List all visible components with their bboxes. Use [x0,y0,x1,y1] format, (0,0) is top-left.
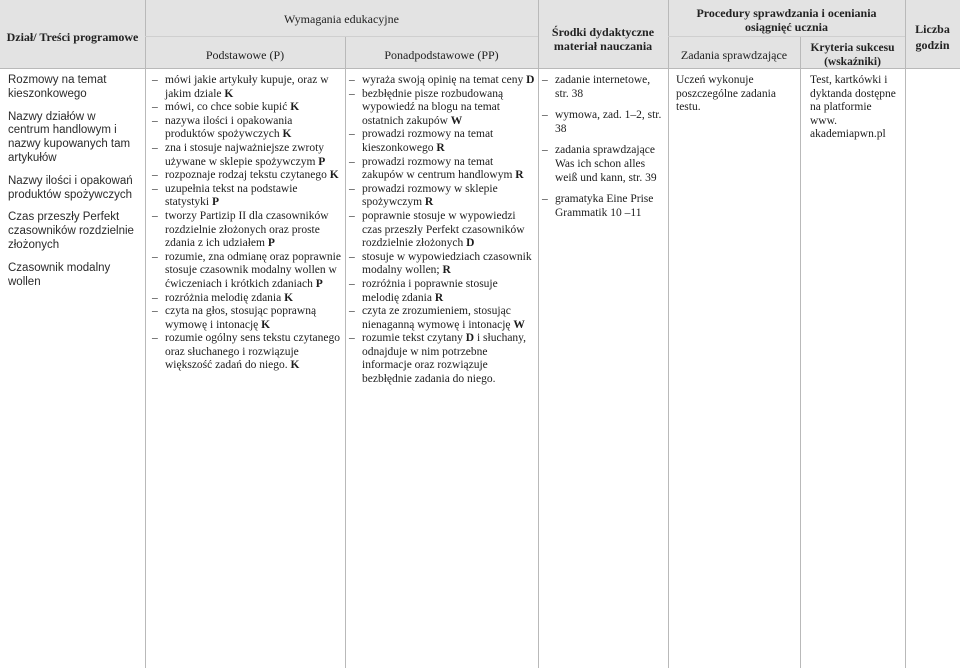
cell-tasks [676,74,796,115]
extended-requirement-item-text: rozróżnia i poprawnie stosuje melodię zdania [362,277,498,304]
basic-requirement-item [152,292,342,306]
basic-requirement-item-text: nazywa ilości i opakowania produktów spożywczych [165,114,293,141]
basic-requirement-item-text: zna i stosuje najważniejsze zwroty używane w sklepie spożywczym [165,141,325,168]
requirement-level-badge: K [224,87,234,100]
header-materials: Środki dydaktyczne materiał nauczania [551,25,655,53]
topic-paragraph: Nazwy ilości i opakowań produktów spożywczych [8,174,133,201]
cell-extended [349,74,535,387]
extended-requirement-item-text: stosuje w wypowiedziach czasownik modalny wollen; [362,250,532,277]
extended-requirement-item [349,183,535,210]
basic-requirement-item-text: rozpoznaje rodzaj tekstu czytanego [165,169,327,182]
column-divider [145,0,146,668]
requirement-level-badge: D [465,332,475,345]
extended-requirement-item-text: bezbłędnie pisze rozbudowaną wypowiedź na blogu na temat ostatnich zakupów [362,87,504,127]
column-divider [538,0,539,668]
material-item-text: zadania sprawdzające Was ich schon alles weiß und kann, str. 39 [555,144,657,184]
material-item-text: wymowa, zad. 1–2, str. 38 [555,109,662,135]
basic-requirement-item-text: mówi jakie artykuły kupuje, oraz w jakim dziale [165,74,329,100]
header-hours: Liczba godzin [915,22,950,52]
extended-requirement-item-text-continued: i słuchany, odnajduje w nim potrzebne informacje oraz rozwiązuje bezbłędnie zadania do niego. [362,332,527,386]
extended-requirement-item-text: rozumie tekst czytany [362,332,463,345]
basic-requirement-item [152,115,342,142]
basic-requirement-item [152,142,342,169]
column-divider [668,0,669,668]
materials-list [542,74,664,220]
basic-requirement-item-text: rozumie, zna odmianę oraz poprawnie stosuje czasownik modalny wollen w ćwiczeniach i krótkich zdaniach [165,250,341,290]
requirement-level-badge: K [329,169,339,182]
basic-requirement-item-text: uzupełnia tekst na podstawie statystyki [165,182,298,209]
requirement-level-badge: D [466,237,475,250]
requirement-level-badge: K [284,291,294,304]
requirement-level-badge: K [290,359,300,372]
extended-requirement-item [349,88,535,129]
extended-requirement-item [349,332,535,386]
material-item [542,74,664,101]
material-item-text: zadanie internetowe, str. 38 [555,74,651,100]
extended-requirement-item-text: poprawnie stosuje w wypowiedzi czas przeszły Perfekt czasowników rozdzielnie złożonych [362,209,525,250]
header-procedures: Procedury sprawdzania i oceniania osiągnięć ucznia [696,6,877,34]
requirement-level-badge: K [290,101,300,114]
requirement-level-badge: P [318,155,326,168]
extended-requirement-item [349,305,535,332]
requirement-level-badge: W [513,318,525,331]
requirement-level-badge: P [315,277,323,290]
basic-requirement-item [152,101,342,115]
material-item [542,193,664,220]
basic-requirement-item-text: mówi, co chce sobie kupić [165,101,288,114]
cell-basic [152,74,342,373]
extended-requirement-item [349,156,535,183]
column-divider [345,36,346,668]
basic-requirement-item-text: tworzy Partizip II dla czasowników rozdzielnie złożonych oraz proste zdania z ich udziałem [165,209,329,250]
requirement-level-badge: R [442,264,451,277]
material-item [542,144,664,185]
extended-requirement-item [349,210,535,251]
extended-requirement-item-text: czyta ze zrozumieniem, stosując nienaganną wymowę i intonację [362,305,511,331]
cell-materials [542,74,664,228]
basic-requirement-item [152,305,342,332]
criteria-text: Test, kartkówki i dyktanda dostępne na platformie www. akademiapwn.pl [810,74,896,141]
requirement-level-badge: R [434,291,444,304]
extended-requirement-item [349,251,535,278]
cell-criteria [810,74,900,142]
basic-requirement-item-text: rozróżnia melodię zdania [165,291,282,304]
extended-requirement-item-text: prowadzi rozmowy na temat kieszonkowego [362,128,494,154]
group-divider [668,36,905,37]
extended-requirement-item [349,74,535,88]
header-tasks: Zadania sprawdzające [680,48,788,62]
requirement-level-badge: W [450,114,463,127]
group-divider [145,36,538,37]
material-item [542,109,664,136]
requirement-level-badge: P [211,196,219,209]
basic-requirement-item [152,251,342,292]
basic-requirement-item-text: czyta na głos, stosując poprawną wymowę i intonację [165,305,317,331]
basic-requirement-item [152,332,342,373]
header-topics: Dział/ Treści programowe [6,30,139,44]
basic-requirement-item [152,183,342,210]
header-extended: Ponadpodstawowe (PP) [384,48,499,62]
requirement-level-badge: K [261,318,271,331]
header-criteria: Kryteria sukcesu (wskaźniki) [810,42,895,68]
requirement-level-badge: K [282,128,292,141]
topic-paragraph: Nazwy działów w centrum handlowym i nazwy kupowanych tam artykułów [8,110,131,164]
requirement-level-badge: R [515,169,524,182]
extended-requirement-item-text: prowadzi rozmowy na temat zakupów w centrum handlowym [362,155,513,182]
topic-paragraph: Czas przeszły Perfekt czasowników rozdzielnie złożonych [8,211,134,251]
basic-requirement-item [152,74,342,101]
material-item-text: gramatyka Eine Prise Grammatik 10 –11 [555,193,654,219]
basic-requirement-item [152,169,342,183]
extended-requirement-item-text: wyraża swoją opinię na temat ceny [362,74,524,86]
header-requirements: Wymagania edukacyjne [284,12,399,26]
topic-paragraph: Rozmowy na temat kieszonkowego [8,74,107,100]
tasks-text: Uczeń wykonuje poszczególne zadania testu. [676,74,776,114]
extended-requirement-item [349,278,535,305]
extended-requirement-item-text: prowadzi rozmowy w sklepie spożywczym [362,182,498,209]
requirement-level-badge: P [267,237,275,250]
requirement-level-badge: D [526,74,535,86]
extended-requirement-item [349,128,535,155]
topic-paragraph: Czasownik modalny wollen [8,261,111,288]
extended-requirements-list [349,74,535,387]
basic-requirement-item [152,210,342,251]
basic-requirements-list [152,74,342,373]
requirement-level-badge: R [436,141,445,154]
requirement-level-badge: R [424,196,434,209]
cell-topics [8,74,140,298]
column-divider [800,36,801,668]
column-divider [905,0,906,668]
header-basic: Podstawowe (P) [205,48,285,62]
basic-requirement-item-text: rozumie ogólny sens tekstu czytanego oraz słuchanego i rozwiązuje większość zadań do niego. [165,332,341,372]
